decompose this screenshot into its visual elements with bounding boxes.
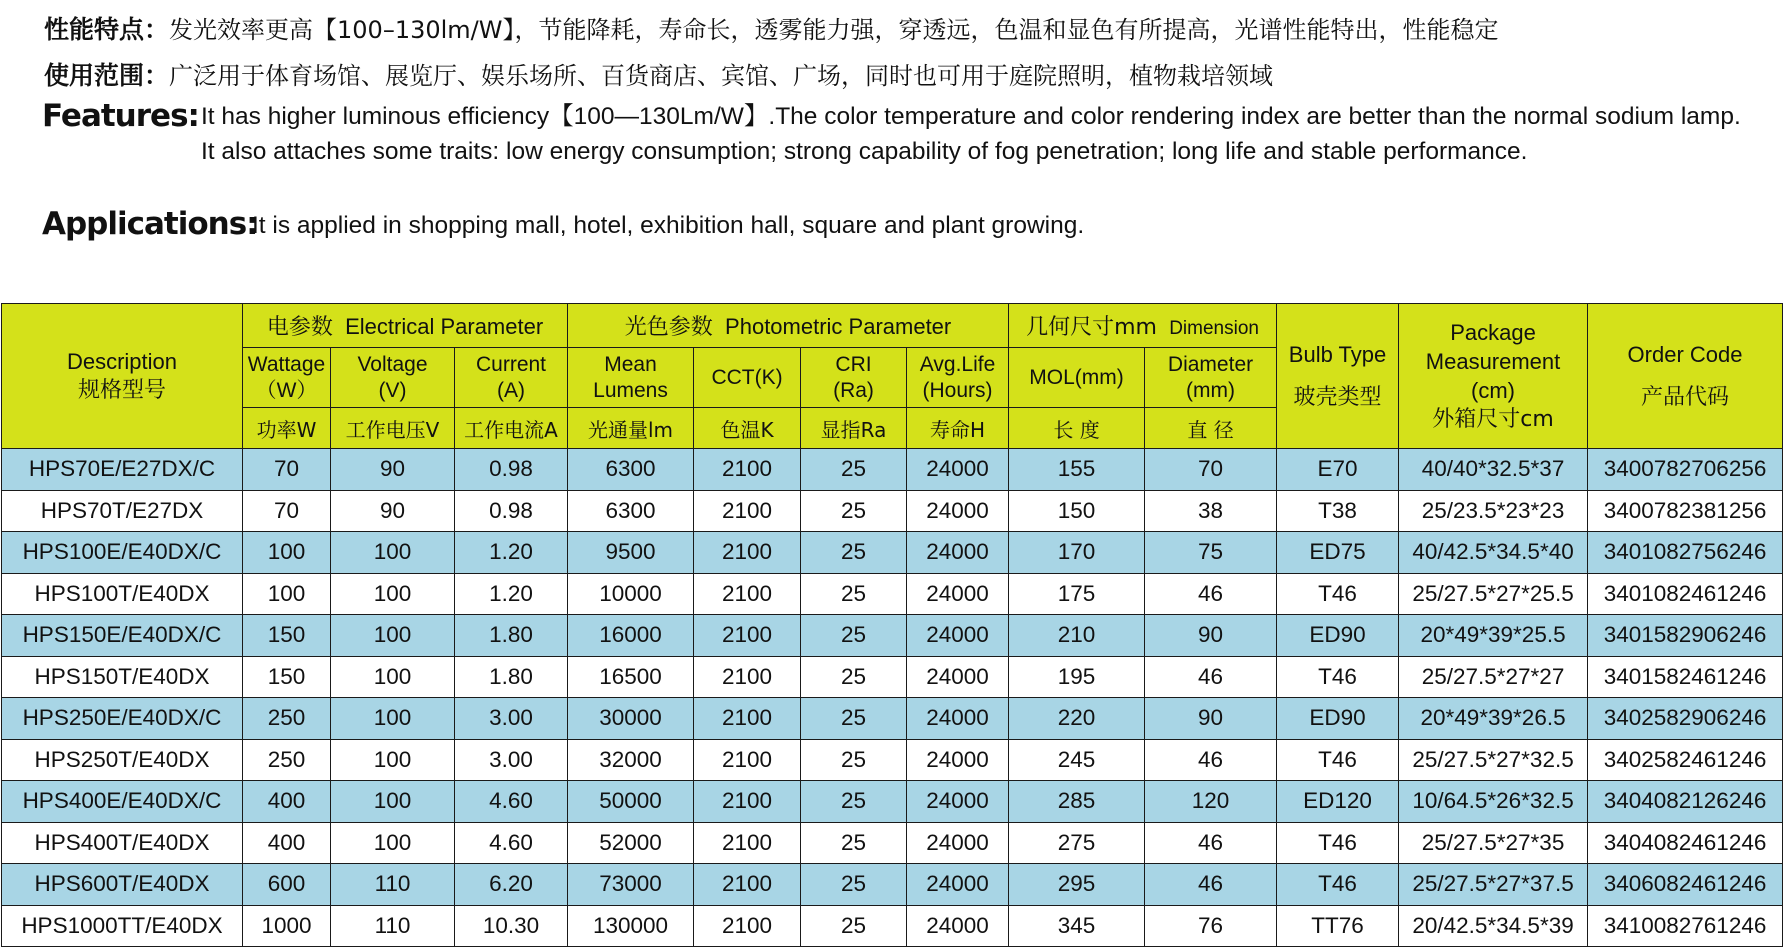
cell-order-code: 3400782706256 [1588, 449, 1783, 491]
cell-lumens: 10000 [568, 573, 694, 615]
cell-package: 25/27.5*27*25.5 [1399, 573, 1588, 615]
en-applications-label: Applications: [42, 206, 258, 242]
cell-voltage: 100 [331, 615, 455, 657]
bulb-type-header-en: Bulb Type [1288, 342, 1387, 367]
cell-life: 24000 [907, 490, 1009, 532]
cell-model: HPS70E/E27DX/C [2, 449, 243, 491]
cell-cct: 2100 [694, 781, 801, 823]
cell-cri: 25 [801, 698, 907, 740]
cell-package: 25/27.5*27*32.5 [1399, 739, 1588, 781]
photometric-group-en: Photometric Parameter [725, 314, 952, 339]
cell-diameter: 70 [1145, 449, 1277, 491]
cell-bulb-type: T38 [1277, 490, 1399, 532]
cell-current: 3.00 [455, 739, 568, 781]
cell-diameter: 46 [1145, 656, 1277, 698]
cell-wattage: 150 [243, 656, 331, 698]
cell-wattage: 70 [243, 490, 331, 532]
cell-lumens: 50000 [568, 781, 694, 823]
zh-usage-text: 广泛用于体育场馆、展览厅、娱乐场所、百货商店、宾馆、广场，同时也可用于庭院照明，植物栽培领域 [169, 62, 1274, 90]
table-row [2, 822, 1783, 864]
zh-features-text: 发光效率更高【100–130lm/W】，节能降耗，寿命长，透雾能力强，穿透远，色温和显色有所提高，光谱性能特出，性能稳定 [169, 16, 1499, 44]
cell-model: HPS400T/E40DX [2, 822, 243, 864]
cell-current: 1.20 [455, 573, 568, 615]
zh-usage-label: 使用范围： [44, 61, 170, 90]
cell-current: 0.98 [455, 449, 568, 491]
table-row [2, 490, 1783, 532]
cell-cri: 25 [801, 822, 907, 864]
cell-model: HPS150T/E40DX [2, 656, 243, 698]
mol-header-zh: 长 度 [1009, 408, 1145, 449]
cell-package: 40/40*32.5*37 [1399, 449, 1588, 491]
cell-order-code: 3400782381256 [1588, 490, 1783, 532]
cell-bulb-type: ED75 [1277, 532, 1399, 574]
cell-bulb-type: E70 [1277, 449, 1399, 491]
cell-cct: 2100 [694, 532, 801, 574]
cell-mol: 175 [1009, 573, 1145, 615]
cell-lumens: 16500 [568, 656, 694, 698]
dimension-group-zh: 几何尺寸mm [1026, 315, 1157, 340]
cell-cct: 2100 [694, 656, 801, 698]
cell-cct: 2100 [694, 739, 801, 781]
table-row [2, 656, 1783, 698]
current-header-zh: 工作电流A [455, 408, 568, 449]
cell-cri: 25 [801, 615, 907, 657]
zh-features-label: 性能特点： [44, 15, 170, 44]
cell-bulb-type: ED120 [1277, 781, 1399, 823]
bulb-type-header-zh: 玻壳类型 [1293, 385, 1382, 410]
cell-bulb-type: T46 [1277, 822, 1399, 864]
cell-order-code: 3410082761246 [1588, 905, 1783, 947]
cell-current: 1.20 [455, 532, 568, 574]
cell-order-code: 3404082461246 [1588, 822, 1783, 864]
cell-model: HPS250T/E40DX [2, 739, 243, 781]
description-header [2, 304, 243, 449]
mean-lumens-header: Mean Lumens [568, 348, 694, 408]
table-row [2, 739, 1783, 781]
table-body [2, 449, 1783, 947]
table-row [2, 864, 1783, 906]
cell-mol: 220 [1009, 698, 1145, 740]
cell-wattage: 1000 [243, 905, 331, 947]
cell-package: 20*49*39*26.5 [1399, 698, 1588, 740]
description-header-en: Description [66, 349, 178, 374]
cell-bulb-type: T46 [1277, 739, 1399, 781]
cell-life: 24000 [907, 905, 1009, 947]
cell-diameter: 90 [1145, 698, 1277, 740]
cell-model: HPS100T/E40DX [2, 573, 243, 615]
cell-mol: 285 [1009, 781, 1145, 823]
cell-wattage: 70 [243, 449, 331, 491]
wattage-header-zh: 功率W [243, 408, 331, 449]
cell-bulb-type: T46 [1277, 573, 1399, 615]
cct-header-zh: 色温K [694, 408, 801, 449]
cell-model: HPS150E/E40DX/C [2, 615, 243, 657]
cell-cri: 25 [801, 656, 907, 698]
cell-life: 24000 [907, 615, 1009, 657]
table-row [2, 781, 1783, 823]
cell-model: HPS70T/E27DX [2, 490, 243, 532]
cri-header-zh: 显指Ra [801, 408, 907, 449]
cell-life: 24000 [907, 822, 1009, 864]
cell-life: 24000 [907, 781, 1009, 823]
cell-cct: 2100 [694, 905, 801, 947]
cell-voltage: 110 [331, 905, 455, 947]
table-row [2, 615, 1783, 657]
cell-lumens: 32000 [568, 739, 694, 781]
cell-current: 4.60 [455, 781, 568, 823]
diameter-header-zh: 直 径 [1145, 408, 1277, 449]
cell-current: 0.98 [455, 490, 568, 532]
cell-mol: 170 [1009, 532, 1145, 574]
cell-wattage: 400 [243, 781, 331, 823]
dimension-group-header [1009, 304, 1277, 348]
cell-diameter: 46 [1145, 864, 1277, 906]
cell-bulb-type: ED90 [1277, 698, 1399, 740]
cell-cct: 2100 [694, 822, 801, 864]
cell-life: 24000 [907, 864, 1009, 906]
cell-package: 20*49*39*25.5 [1399, 615, 1588, 657]
avg-life-header-zh: 寿命H [907, 408, 1009, 449]
cell-lumens: 73000 [568, 864, 694, 906]
description-header-zh: 规格型号 [77, 378, 166, 403]
cell-lumens: 6300 [568, 490, 694, 532]
photometric-group-header [568, 304, 1009, 348]
cell-life: 24000 [907, 532, 1009, 574]
table-row [2, 698, 1783, 740]
cell-cri: 25 [801, 781, 907, 823]
cell-lumens: 52000 [568, 822, 694, 864]
cell-mol: 195 [1009, 656, 1145, 698]
cell-package: 25/23.5*23*23 [1399, 490, 1588, 532]
cell-mol: 150 [1009, 490, 1145, 532]
package-header-zh: 外箱尺寸cm [1432, 407, 1554, 432]
cell-voltage: 100 [331, 573, 455, 615]
cell-order-code: 3406082461246 [1588, 864, 1783, 906]
cell-mol: 245 [1009, 739, 1145, 781]
cell-order-code: 3404082126246 [1588, 781, 1783, 823]
cell-cri: 25 [801, 905, 907, 947]
cell-voltage: 90 [331, 449, 455, 491]
table-row [2, 905, 1783, 947]
cell-mol: 155 [1009, 449, 1145, 491]
cell-cct: 2100 [694, 490, 801, 532]
cell-package: 40/42.5*34.5*40 [1399, 532, 1588, 574]
cell-voltage: 90 [331, 490, 455, 532]
cell-voltage: 100 [331, 698, 455, 740]
cell-wattage: 250 [243, 698, 331, 740]
cell-life: 24000 [907, 656, 1009, 698]
cell-cct: 2100 [694, 615, 801, 657]
cell-bulb-type: ED90 [1277, 615, 1399, 657]
cell-order-code: 3401082756246 [1588, 532, 1783, 574]
package-header [1399, 304, 1588, 449]
cell-bulb-type: T46 [1277, 864, 1399, 906]
cell-bulb-type: T46 [1277, 656, 1399, 698]
cell-wattage: 100 [243, 532, 331, 574]
avg-life-header: Avg.Life (Hours) [907, 348, 1009, 408]
spec-table [1, 303, 1783, 947]
cell-current: 4.60 [455, 822, 568, 864]
cell-voltage: 100 [331, 532, 455, 574]
cell-cri: 25 [801, 449, 907, 491]
voltage-header: Voltage (V) [331, 348, 455, 408]
cell-diameter: 75 [1145, 532, 1277, 574]
cell-package: 25/27.5*27*37.5 [1399, 864, 1588, 906]
cell-model: HPS600T/E40DX [2, 864, 243, 906]
cell-wattage: 250 [243, 739, 331, 781]
cell-lumens: 30000 [568, 698, 694, 740]
cell-package: 25/27.5*27*27 [1399, 656, 1588, 698]
cell-wattage: 400 [243, 822, 331, 864]
electrical-group-zh: 电参数 [266, 315, 333, 340]
cell-voltage: 110 [331, 864, 455, 906]
electrical-group-en: Electrical Parameter [345, 314, 544, 339]
cell-order-code: 3401082461246 [1588, 573, 1783, 615]
current-header: Current (A) [455, 348, 568, 408]
wattage-header: Wattage （W） [243, 348, 331, 408]
cell-cri: 25 [801, 573, 907, 615]
order-code-header [1588, 304, 1783, 449]
cell-current: 1.80 [455, 656, 568, 698]
cell-package: 20/42.5*34.5*39 [1399, 905, 1588, 947]
cell-wattage: 600 [243, 864, 331, 906]
dimension-group-en: Dimension [1169, 318, 1259, 339]
cct-header: CCT(K) [694, 348, 801, 408]
voltage-header-zh: 工作电压V [331, 408, 455, 449]
cri-header: CRI (Ra) [801, 348, 907, 408]
cell-cri: 25 [801, 532, 907, 574]
cell-diameter: 46 [1145, 573, 1277, 615]
cell-order-code: 3401582906246 [1588, 615, 1783, 657]
cell-life: 24000 [907, 573, 1009, 615]
cell-model: HPS250E/E40DX/C [2, 698, 243, 740]
package-header-en: Package Measurement (cm) [1425, 320, 1561, 403]
cell-order-code: 3401582461246 [1588, 656, 1783, 698]
cell-bulb-type: TT76 [1277, 905, 1399, 947]
photometric-group-zh: 光色参数 [624, 315, 713, 340]
cell-mol: 295 [1009, 864, 1145, 906]
cell-mol: 345 [1009, 905, 1145, 947]
table-row [2, 532, 1783, 574]
cell-model: HPS400E/E40DX/C [2, 781, 243, 823]
cell-cri: 25 [801, 739, 907, 781]
cell-order-code: 3402582906246 [1588, 698, 1783, 740]
cell-wattage: 100 [243, 573, 331, 615]
cell-cri: 25 [801, 864, 907, 906]
cell-cct: 2100 [694, 573, 801, 615]
bulb-type-header [1277, 304, 1399, 449]
cell-cct: 2100 [694, 864, 801, 906]
cell-life: 24000 [907, 698, 1009, 740]
order-code-header-en: Order Code [1627, 342, 1743, 367]
cell-diameter: 90 [1145, 615, 1277, 657]
cell-diameter: 76 [1145, 905, 1277, 947]
cell-diameter: 46 [1145, 822, 1277, 864]
cell-mol: 210 [1009, 615, 1145, 657]
cell-model: HPS1000TT/E40DX [2, 905, 243, 947]
cell-voltage: 100 [331, 656, 455, 698]
en-features-label: Features: [42, 98, 199, 134]
cell-lumens: 130000 [568, 905, 694, 947]
cell-lumens: 6300 [568, 449, 694, 491]
table-row [2, 573, 1783, 615]
cell-cri: 25 [801, 490, 907, 532]
cell-lumens: 9500 [568, 532, 694, 574]
diameter-header: Diameter (mm) [1145, 348, 1277, 408]
cell-voltage: 100 [331, 822, 455, 864]
en-applications-text: It is applied in shopping mall, hotel, exhibition hall, square and plant growing. [252, 212, 1085, 239]
zh-usage-line [44, 56, 1273, 92]
cell-model: HPS100E/E40DX/C [2, 532, 243, 574]
cell-mol: 275 [1009, 822, 1145, 864]
cell-life: 24000 [907, 739, 1009, 781]
cell-current: 1.80 [455, 615, 568, 657]
cell-lumens: 16000 [568, 615, 694, 657]
cell-life: 24000 [907, 449, 1009, 491]
cell-cct: 2100 [694, 449, 801, 491]
en-features-text: It has higher luminous efficiency【100—130Lm/W】.The color temperature and color rendering index are better than the normal sodium lamp. It also attaches some traits: low energy consumption; strong capability of fog penetration; long life and stable performance. [201, 103, 1741, 165]
cell-current: 6.20 [455, 864, 568, 906]
cell-current: 3.00 [455, 698, 568, 740]
order-code-header-zh: 产品代码 [1641, 385, 1730, 410]
table-row [2, 449, 1783, 491]
cell-cct: 2100 [694, 698, 801, 740]
cell-order-code: 3402582461246 [1588, 739, 1783, 781]
zh-features-line [44, 10, 1499, 46]
cell-diameter: 38 [1145, 490, 1277, 532]
cell-package: 10/64.5*26*32.5 [1399, 781, 1588, 823]
cell-current: 10.30 [455, 905, 568, 947]
table-header [2, 304, 1783, 449]
cell-wattage: 150 [243, 615, 331, 657]
cell-voltage: 100 [331, 739, 455, 781]
cell-voltage: 100 [331, 781, 455, 823]
cell-diameter: 46 [1145, 739, 1277, 781]
electrical-group-header [243, 304, 568, 348]
cell-diameter: 120 [1145, 781, 1277, 823]
cell-package: 25/27.5*27*35 [1399, 822, 1588, 864]
mol-header: MOL(mm) [1009, 348, 1145, 408]
mean-lumens-header-zh: 光通量lm [568, 408, 694, 449]
